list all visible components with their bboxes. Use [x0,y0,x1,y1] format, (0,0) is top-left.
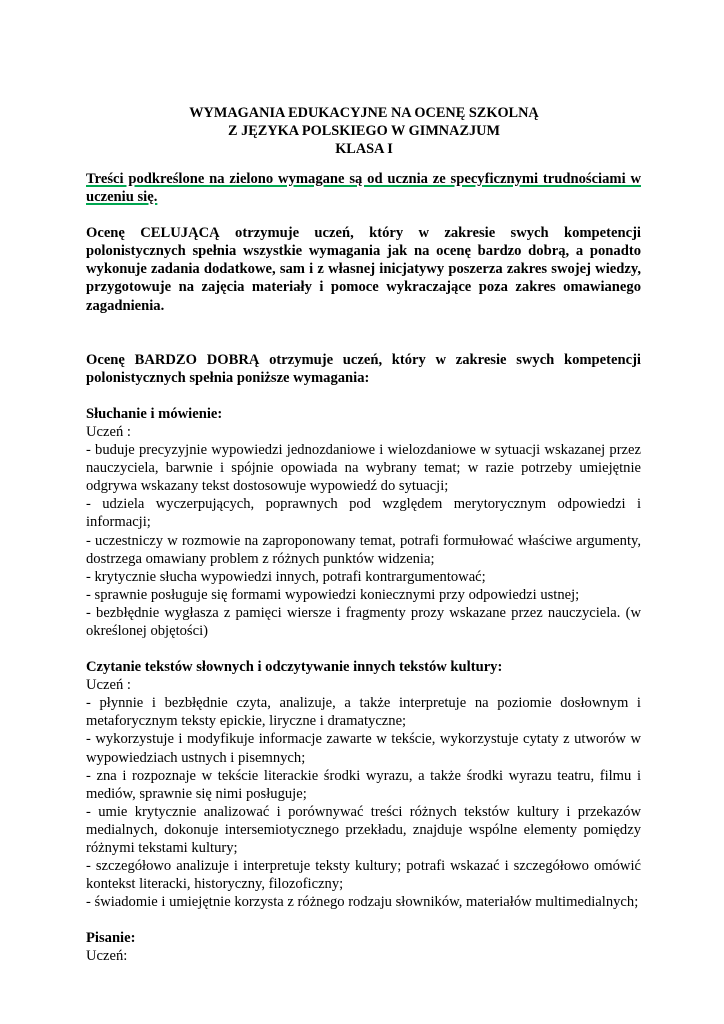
requirements-list [86,441,641,640]
section-heading: Słuchanie i mówienie: [86,405,223,422]
list-item: - buduje precyzyjnie wypowiedzi jednozdaniowe i wielozdaniowe w sytuacji wskazanej przez nauczyciela, barwnie i spójnie opowiada na wybrany temat; w razie potrzeby umiejętnie odgrywa wskazany tekst dostosowuje wypowiedź do sytuacji; [86,442,641,495]
grade-celujaca-paragraph: Ocenę CELUJĄCĄ otrzymuje uczeń, który w zakresie swych kompetencji polonistycznych spełnia wszystkie wymagania jak na ocenę bardzo dobrą, a ponadto wykonuje zadania dodatkowe, sam i z własnej inicjatywy poszerza zakres swojej wiedzy, przygotowuje na zajęcia materiały i pomoce wykraczające poza zakres omawianego zagadnienia. [86,225,641,314]
list-item: - świadomie i umiejętnie korzysta z różnego rodzaju słowników, materiałów multimedialnych; [86,894,639,911]
title-line-1: WYMAGANIA EDUKACYJNE NA OCENĘ SZKOLNĄ [189,105,539,121]
section-intro: Uczeń: [86,948,128,965]
list-item: - sprawnie posługuje się formami wypowiedzi koniecznymi przy odpowiedzi ustnej; [86,586,580,603]
document-title [86,104,642,158]
note-text: Treści podkreślone na zielono wymagane są od ucznia ze specyficznymi trudnościami w uczeniu się. [86,171,641,206]
section-czytanie [86,658,641,911]
list-item: - umie krytycznie analizować i porównywać treści różnych tekstów kultury i przekazów medialnych, dokonuje intersemiotycznego przekładu, znajduje wspólne elementy pomiędzy różnymi tekstami kultury; [86,803,641,856]
list-item: - uczestniczy w rozmowie na zaproponowany temat, potrafi formułować właściwe argumenty, dostrzega omawiany problem z różnych punktów widzenia; [86,532,641,567]
document-body [86,170,641,966]
list-item: - szczegółowo analizuje i interpretuje teksty kultury; potrafi wskazać i szczegółowo omówić kontekst literacki, historyczny, filozoficzny; [86,858,641,893]
list-item: - bezbłędnie wygłasza z pamięci wiersze i fragmenty prozy wskazane przez nauczyciela. (w określonej objętości) [86,604,641,639]
section-intro: Uczeń : [86,677,131,694]
list-item: - płynnie i bezbłędnie czyta, analizuje, a także interpretuje na poziomie dosłownym i metaforycznym teksty epickie, liryczne i dramatyczne; [86,695,641,730]
requirements-list [86,694,641,911]
list-item: - krytycznie słucha wypowiedzi innych, potrafi kontrargumentować; [86,568,486,585]
grade-bardzo-dobra-paragraph: Ocenę BARDZO DOBRĄ otrzymuje uczeń, który w zakresie swych kompetencji polonistycznych spełnia poniższe wymagania: [86,351,641,386]
section-heading: Pisanie: [86,930,136,947]
title-line-2: Z JĘZYKA POLSKIEGO W GIMNAZJUM [228,123,500,139]
list-item: - wykorzystuje i modyfikuje informacje zawarte w tekście, wykorzystuje cytaty z utworów w wypowiedziach ustnych i pisemnych; [86,731,641,766]
green-underline-note [86,170,641,206]
section-pisanie [86,929,641,965]
section-sluchanie [86,405,641,640]
list-item: - zna i rozpoznaje w tekście literackie środki wyrazu, a także środki wyrazu teatru, filmu i mediów, sprawnie się nimi posługuje; [86,767,641,802]
section-heading: Czytanie tekstów słownych i odczytywanie innych tekstów kultury: [86,659,503,676]
section-intro: Uczeń : [86,423,131,440]
title-line-3: KLASA I [335,141,393,157]
list-item: - udziela wyczerpujących, poprawnych pod względem merytorycznym odpowiedzi i informacji; [86,496,641,531]
